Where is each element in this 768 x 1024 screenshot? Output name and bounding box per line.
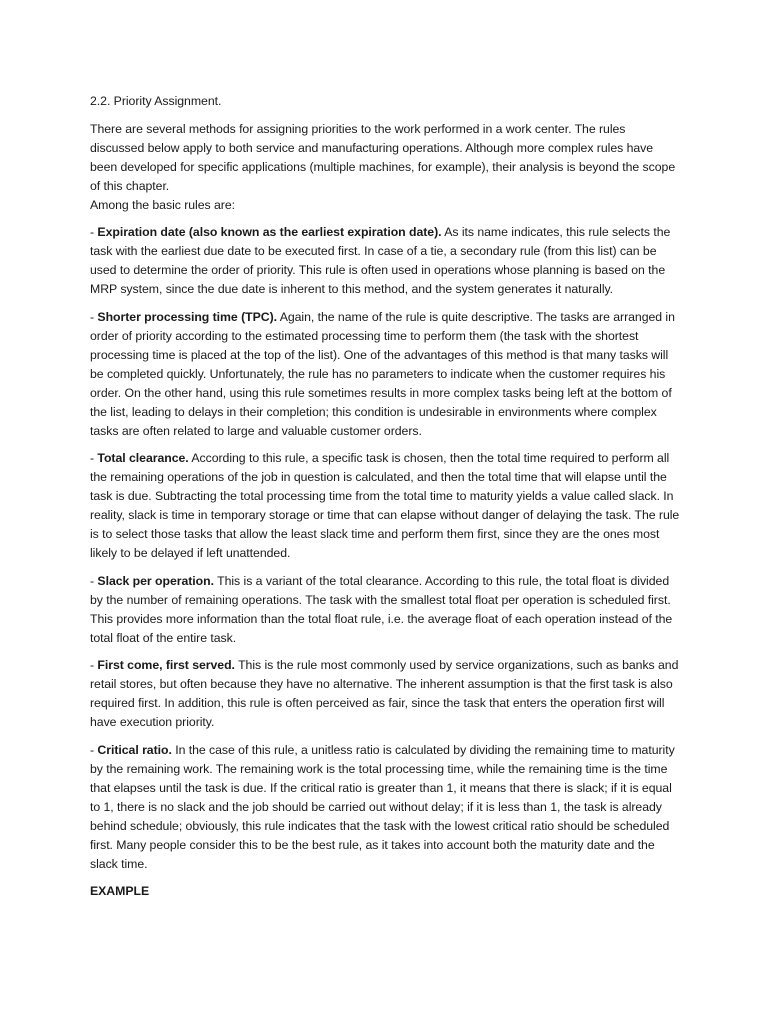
rule-text: In the case of this rule, a unitless ratio is calculated by dividing the remaining time to maturity by the remaining work. The remaining work is the total processing time, while the remaining time is the time that elapses until the task is due. If the critical ratio is greater than 1, it means that there is slack; if it is equal to 1, there is no slack and the job should be carried out without delay; if it is less than 1, the task is already behind schedule; obviously, this rule indicates that the task with the lowest critical ratio should be scheduled first. Many people consider this to be the best rule, as it takes into account both the maturity date and the slack time. — [90, 743, 675, 871]
rule-prefix: - — [90, 310, 98, 325]
rule-name: Slack per operation. — [97, 573, 214, 588]
rule-prefix: - — [90, 573, 98, 588]
rule-prefix: - — [90, 225, 98, 240]
intro-lead-in: Among the basic rules are: — [90, 197, 235, 212]
rule-prefix: - — [90, 451, 98, 466]
section-title: 2.2. Priority Assignment. — [90, 94, 222, 108]
rule-text: This is a variant of the total clearance. According to this rule, the total float is divided by the number of remaining operations. The task with the smallest total float per operation is scheduled first. This provides more information than the total float rule, i.e. the average float of each operation instead of the total float of the entire task. — [90, 573, 673, 645]
rule-shorter-processing-time — [90, 308, 680, 440]
rule-name: Critical ratio. — [97, 743, 172, 758]
rule-critical-ratio — [90, 741, 680, 873]
rule-name: First come, first served. — [97, 658, 235, 673]
rule-name: Shorter processing time (TPC). — [97, 310, 277, 325]
rule-text: Again, the name of the rule is quite descriptive. The tasks are arranged in order of priority according to the estimated processing time to perform them (the task with the shortest processing time is placed at the top of the list). One of the advantages of this method is that many tasks will be completed quickly. Unfortunately, the rule has no parameters to indicate when the customer requires his order. On the other hand, using this rule sometimes results in more complex tasks being left at the bottom of the list, leading to delays in their completion; this condition is undesirable in environments where complex tasks are often related to large and valuable customer orders. — [90, 310, 675, 438]
rule-text: As its name indicates, this rule selects the task with the earliest due date to be executed first. In case of a tie, a secondary rule (from this list) can be used to determine the order of priority. This rule is often used in operations whose planning is based on the MRP system, since the due date is inherent to this method, and the system generates it naturally. — [90, 225, 671, 297]
rule-text: This is the rule most commonly used by service organizations, such as banks and retail stores, but often because they have no alternative. The inherent assumption is that the first task is also required first. In addition, this rule is often perceived as fair, since the task that enters the operation first will have execution priority. — [90, 658, 679, 730]
rule-first-come-first-served — [90, 656, 680, 732]
intro-block — [90, 120, 680, 215]
rule-expiration-date — [90, 223, 680, 299]
rule-prefix: - — [90, 743, 98, 758]
rule-text: According to this rule, a specific task is chosen, then the total time required to perform all the remaining operations of the job in question is calculated, and then the total time that will elapse until the task is due. Subtracting the total processing time from the total time to maturity yields a value called slack. In reality, slack is time in temporary storage or time that can elapse without danger of delaying the task. The rule is to select those tasks that allow the least slack time and perform them first, since they are the ones most likely to be delayed if left unattended. — [90, 451, 680, 560]
intro-paragraph: There are several methods for assigning priorities to the work performed in a work center. The rules discussed below apply to both service and manufacturing operations. Although more complex rules have been developed for specific applications (multiple machines, for example), their analysis is beyond the scope of this chapter. — [90, 121, 676, 193]
rule-name: Total clearance. — [97, 451, 189, 466]
rule-slack-per-operation — [90, 572, 680, 648]
example-heading: EXAMPLE — [90, 884, 150, 899]
rule-name: Expiration date (also known as the earliest expiration date). — [97, 225, 442, 240]
rule-prefix: - — [90, 658, 98, 673]
rule-total-clearance — [90, 449, 680, 562]
document-page — [90, 92, 680, 914]
